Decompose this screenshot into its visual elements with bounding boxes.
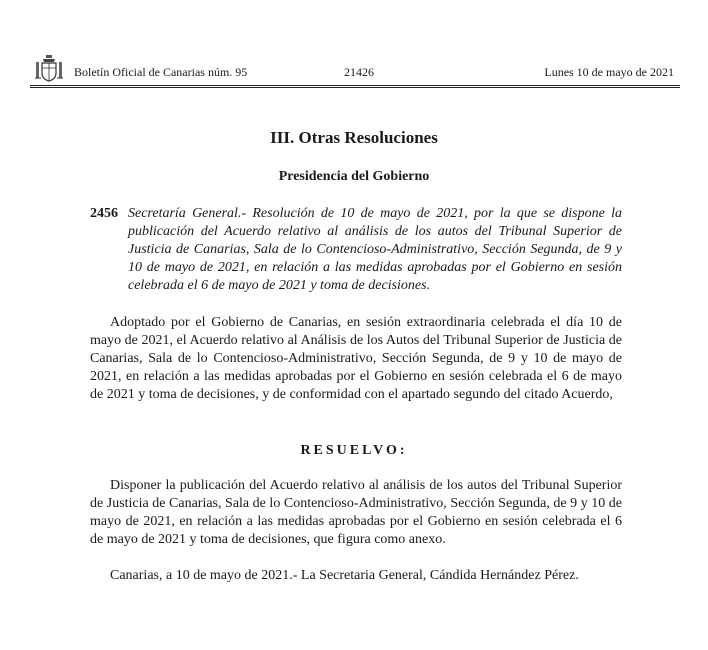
issue-date: Lunes 10 de mayo de 2021	[544, 65, 674, 79]
header-rule-bottom	[30, 87, 680, 88]
body-paragraph: Adoptado por el Gobierno de Canarias, en sesión extraordinaria celebrada el día 10 de mayo de 2021, el Acuerdo relativo al Análisis de los Autos del Tribunal Superior de Justicia de Canarias, Sala de lo Contencioso-Administrativo, Sección Segunda, de 9 y 10 de mayo de 2021, en relación a las medidas aprobadas por el Gobierno en sesión celebrada el 6 de mayo de 2021 y toma de decisiones, y de conformidad con el apartado segundo del citado Acuerdo,	[90, 315, 622, 402]
body-paragraph: Disponer la publicación del Acuerdo relativo al análisis de los autos del Tribunal Superior de Justicia de Canarias, Sala de lo Contencioso-Administrativo, Sección Segunda, de 9 y 10 de mayo de 2021, en relación a las medidas aprobadas por el Gobierno en sesión celebrada el 6 de mayo de 2021 y toma de decisiones, que figura como anexo.	[90, 478, 622, 547]
entry-summary-text: Secretaría General.- Resolución de 10 de mayo de 2021, por la que se dispone la publicación del Acuerdo relativo al análisis de los autos del Tribunal Superior de Justicia de Canarias, Sala de lo Contencioso-Administrativo, Sección Segunda, de 9 y 10 de mayo de 2021, en relación a las medidas aprobadas por el Gobierno en sesión celebrada el 6 de mayo de 2021 y toma de decisiones.	[128, 206, 622, 293]
page-number: 21426	[344, 65, 374, 79]
page-header	[30, 52, 680, 84]
publication-name: Boletín Oficial de Canarias núm. 95	[74, 65, 248, 79]
header-rule-top	[30, 85, 680, 86]
coat-of-arms-icon	[34, 54, 64, 84]
entry-number: 2456	[90, 206, 118, 221]
section-title: III. Otras Resoluciones	[270, 128, 438, 147]
signature-line: Canarias, a 10 de mayo de 2021.- La Secretaria General, Cándida Hernández Pérez.	[110, 568, 579, 583]
resuelvo-heading: RESUELVO:	[300, 443, 408, 458]
entry-summary	[90, 205, 622, 295]
department-title: Presidencia del Gobierno	[278, 169, 430, 184]
